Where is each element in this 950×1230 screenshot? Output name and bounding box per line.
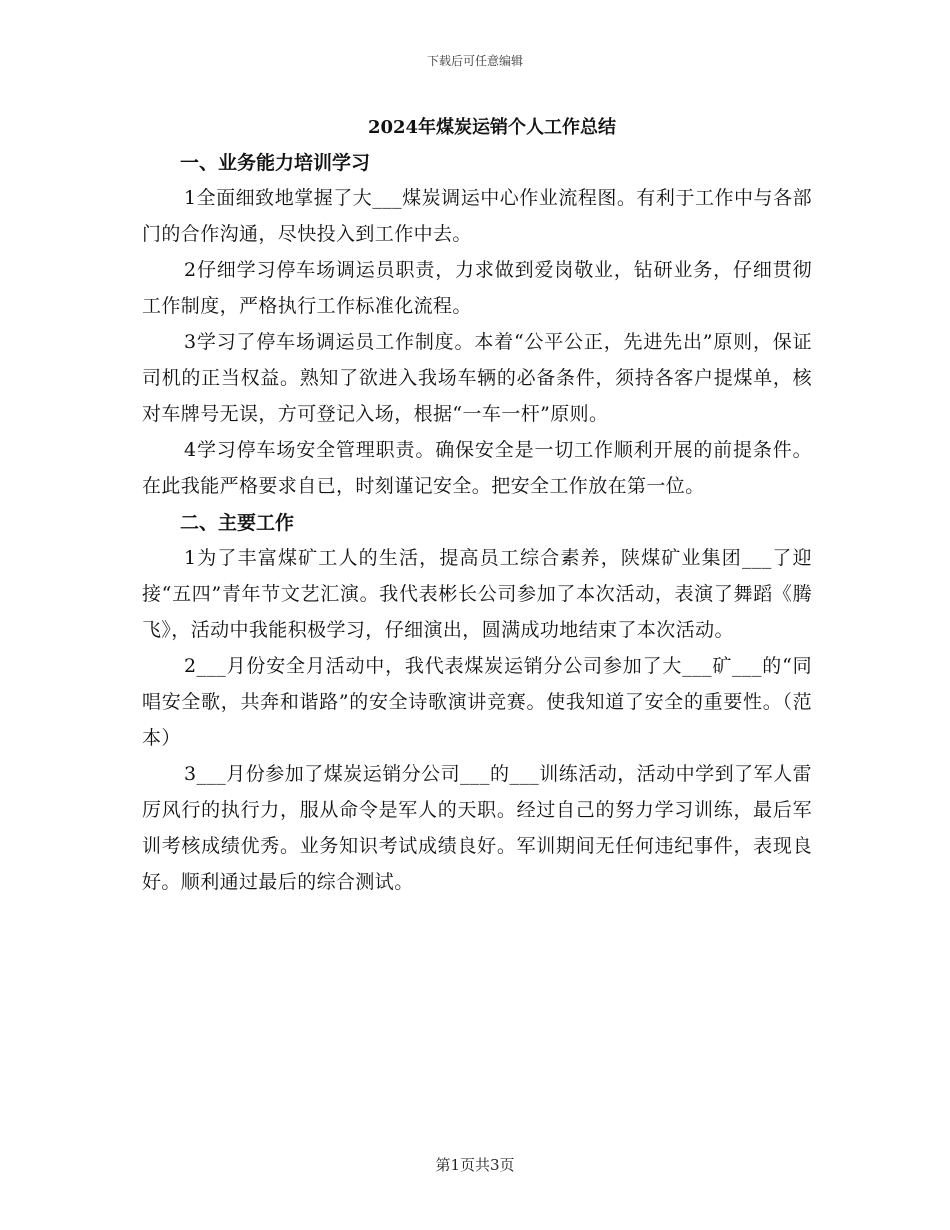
paragraph: 4学习停车场安全管理职责。确保安全是一切工作顺利开展的前提条件。在此我能严格要求自已，时刻谨记安全。把安全工作放在第一位。 <box>142 439 812 497</box>
paragraph: 2___月份安全月活动中，我代表煤炭运销分公司参加了大___矿___的“同唱安全歌，共奔和谐路”的安全诗歌演讲竞赛。使我知道了安全的重要性。（范本） <box>142 655 812 749</box>
section-main-work <box>142 506 812 900</box>
page-footer-pagination: 第1页共3页 <box>435 1156 515 1174</box>
document-body <box>142 112 812 900</box>
document-title: 2024年煤炭运销个人工作总结 <box>367 117 617 138</box>
paragraph: 1为了丰富煤矿工人的生活，提高员工综合素养，陕煤矿业集团___了迎接“五四”青年节文艺汇演。我代表彬长公司参加了本次活动，表演了舞蹈《腾飞》，活动中我能积极学习，仔细演出，圆满成功地结束了本次活动。 <box>142 547 812 641</box>
page-header-note: 下载后可任意编辑 <box>426 54 523 68</box>
paragraph: 1全面细致地掌握了大___煤炭调运中心作业流程图。有利于工作中与各部门的合作沟通，尽快投入到工作中去。 <box>142 187 812 245</box>
paragraph: 3___月份参加了煤炭运销分公司___的___训练活动，活动中学到了军人雷厉风行的执行力，服从命令是军人的天职。经过自己的努力学习训练，最后军训考核成绩优秀。业务知识考试成绩良好。军训期间无任何违纪事件，表现良好。顺利通过最后的综合测试。 <box>142 763 812 893</box>
section-heading: 一、业务能力培训学习 <box>180 152 371 174</box>
paragraph: 3学习了停车场调运员工作制度。本着“公平公正，先进先出”原则，保证司机的正当权益。熟知了欲进入我场车辆的必备条件，须持各客户提煤单，核对车牌号无误，方可登记入场，根据“一车一杆”原则。 <box>142 331 812 425</box>
section-heading: 二、主要工作 <box>180 512 295 534</box>
paragraph: 2仔细学习停车场调运员职责，力求做到爱岗敬业，钻研业务，仔细贯彻工作制度，严格执行工作标准化流程。 <box>142 259 812 317</box>
section-training <box>142 146 812 504</box>
